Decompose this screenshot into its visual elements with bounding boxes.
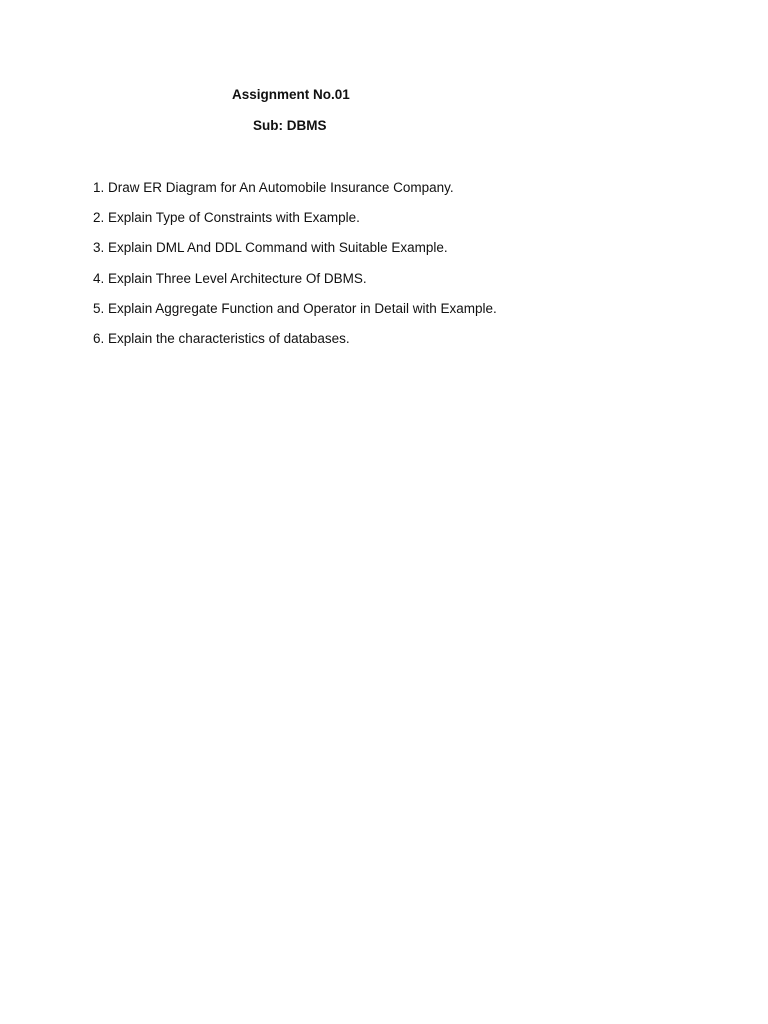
- question-item-4: 4. Explain Three Level Architecture Of DBMS.: [93, 270, 367, 286]
- subject-heading: Sub: DBMS: [253, 118, 327, 133]
- question-item-3: 3. Explain DML And DDL Command with Suitable Example.: [93, 240, 448, 256]
- question-item-1: 1. Draw ER Diagram for An Automobile Insurance Company.: [93, 180, 454, 195]
- question-item-5: 5. Explain Aggregate Function and Operator in Detail with Example.: [93, 300, 497, 316]
- question-item-6: 6. Explain the characteristics of databases.: [93, 330, 350, 346]
- question-list: [93, 179, 497, 360]
- question-item-2: 2. Explain Type of Constraints with Example.: [93, 210, 360, 226]
- assignment-title: Assignment No.01: [232, 87, 350, 102]
